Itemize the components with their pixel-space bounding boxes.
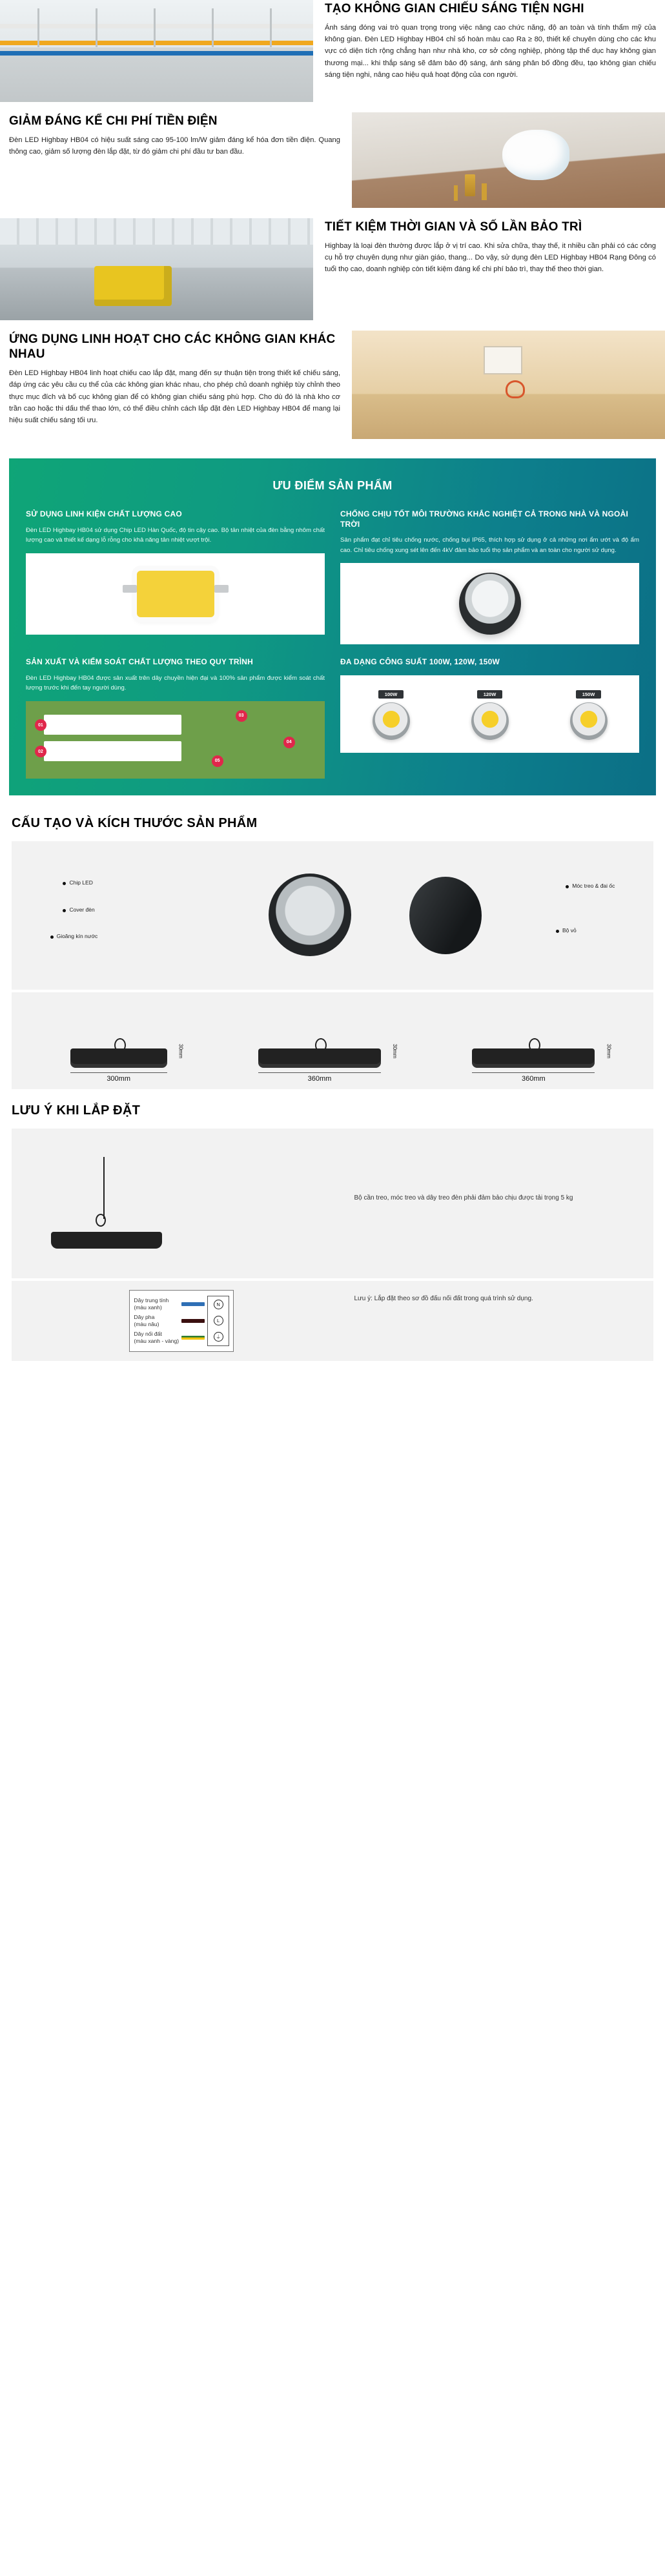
advantage-item-components (26, 509, 325, 644)
feature-section-cost (0, 112, 665, 208)
wiring-legend (129, 1290, 234, 1352)
lamp-disc-icon (373, 702, 410, 740)
wire-label-earth (134, 1329, 179, 1346)
dimension-height: 30mm (178, 1044, 184, 1059)
dimension-rule (258, 1072, 381, 1073)
hanging-ring-icon (96, 1214, 106, 1227)
qc-step-badge: 01 (35, 719, 46, 731)
qc-step-badge: 05 (212, 755, 223, 767)
factory-photo (0, 0, 313, 102)
feature-text-cost (0, 112, 352, 158)
chip-led-image (26, 553, 325, 635)
highbay-lamp-icon (459, 573, 521, 635)
feature-title: TIẾT KIỆM THỜI GIAN VÀ SỐ LẦN BẢO TRÌ (325, 220, 582, 234)
wire-swatch-neutral (181, 1302, 205, 1306)
wire-color-name: (màu xanh - vàng) (134, 1337, 179, 1344)
advantage-title: SẢN XUẤT VÀ KIỂM SOÁT CHẤT LƯỢNG THEO QUY TRÌNH (26, 657, 254, 666)
dimension-rule (70, 1072, 167, 1073)
hanging-diagram (18, 1139, 345, 1268)
feature-title: TẠO KHÔNG GIAN CHIẾU SÁNG TIỆN NGHI (325, 2, 584, 15)
structure-section-title: CẤU TẠO VÀ KÍCH THƯỚC SẢN PHẨM (12, 815, 258, 830)
wiring-row (18, 1290, 647, 1352)
qc-step-badge: 03 (236, 710, 247, 722)
advantages-row-1 (26, 509, 639, 644)
dimension-width: 360mm (307, 1074, 332, 1083)
wiring-legend-card (12, 1281, 653, 1361)
gymnasium-photo (352, 331, 665, 439)
dimension-height: 30mm (391, 1044, 398, 1059)
wire-name: Dây nối đất (134, 1330, 162, 1337)
callout-bo-vo: Bộ vỏ (562, 926, 577, 934)
feature-text-flexible (0, 331, 352, 426)
power-label: 120W (477, 690, 503, 699)
advantage-title: SỬ DỤNG LINH KIỆN CHẤT LƯỢNG CAO (26, 509, 182, 518)
led-chip-icon (137, 571, 214, 617)
lamp-disc-icon (570, 702, 608, 740)
advantage-body: Sản phẩm đạt chỉ tiêu chống nước, chống bụi IP65, thích hợp sử dụng ở cả những nơi ẩm ướt và độ ẩm cao. Chỉ tiêu chống xung sét lên đến 4kV đảm bảo tuổi thọ sản phẩm và an toàn cho người sử dụng. (340, 537, 639, 554)
installation-hanging-card (12, 1129, 653, 1278)
installation-note-wrap (354, 1139, 647, 1204)
advantage-body: Đèn LED Highbay HB04 được sản xuất trên dây chuyền hiện đại và 100% sản phẩm được kiểm soát chất lượng trước khi đến tay người dùng. (26, 674, 325, 692)
callout-moc-treo: Móc treo & đai ốc (572, 882, 615, 889)
dimension-item (70, 1044, 184, 1083)
feature-image-cost (352, 112, 665, 208)
lamp-front-view (269, 874, 351, 956)
feature-body: Đèn LED Highbay HB04 linh hoạt chiếu cao lắp đặt, mang đến sự thuận tiện trong thiết kế chiếu sáng, đáp ứng các yêu cầu cụ thể của các không gian khác nhau, cho phép chủ doanh nghiệp tùy chỉnh theo thực mục đích và bố cục không gian để có không gian chiếu sáng phù hợp. Cho dù đó là nhà kho cơ trần cao hoặc thi dấu thể thao lớn, có thể điều chỉnh cách lắp đặt đèn LED Highbay HB04 để mang lại hiệu suất chiếu sáng tối ưu. (9, 369, 340, 424)
power-option-100w (344, 688, 438, 740)
feature-section-maintenance (0, 218, 665, 320)
feature-body: Highbay là loại đèn thường được lắp ở vị trí cao. Khi sửa chữa, thay thế, it nhiều cần phải có các công cụ hỗ trợ chuyên dụng như giàn giáo, thang... Do vậy, sử dụng đèn LED Highbay HB04 Rạng Đông có tuổi thọ cao, doanh nghiệp còn tiết kiệm đáng kể chi phí bảo trì, thay thế theo thời gian. (325, 242, 656, 274)
qc-card (44, 741, 181, 761)
feature-image-comfort (0, 0, 313, 102)
lamp-side-silhouette (70, 1044, 184, 1068)
terminal-l: L (214, 1316, 223, 1325)
wiring-note: Lưu ý: Lắp đặt theo sơ đồ đấu nối đất trong quá trình sử dụng. (354, 1294, 533, 1302)
piggy-bank-photo (352, 112, 665, 208)
power-label: 150W (576, 690, 602, 699)
advantage-title: ĐA DẠNG CÔNG SUẤT 100W, 120W, 150W (340, 657, 500, 666)
hanging-rod (103, 1157, 105, 1219)
terminal-block (207, 1296, 229, 1346)
dimension-height: 30mm (606, 1044, 612, 1059)
qc-process-image (26, 701, 325, 779)
advantages-panel-wrapper (0, 453, 665, 802)
power-option-150w (542, 688, 635, 740)
power-options-image (340, 675, 639, 753)
wire-swatch-live (181, 1319, 205, 1323)
advantage-item-power (340, 657, 639, 779)
dimension-item (258, 1044, 398, 1083)
feature-text-comfort (313, 0, 665, 81)
feature-section-flexible (0, 331, 665, 439)
lamp-rear-view (409, 877, 482, 954)
dimension-width: 300mm (107, 1074, 130, 1083)
wiring-labels (134, 1296, 179, 1346)
qc-step-badge: 02 (35, 746, 46, 757)
lamp-side-silhouette (258, 1044, 398, 1068)
wire-label-neutral (134, 1296, 179, 1313)
feature-section-comfort (0, 0, 665, 102)
feature-body: Ánh sáng đóng vai trò quan trọng trong việc nâng cao chức năng, độ an toàn và tính thẩm mỹ của không gian. Đèn LED Highbay HB04 chỉ số hoàn màu cao Ra ≥ 80, thiết kế chuyên dùng cho các khu vực có diện tích rộng chẳng hạn như nhà kho, cơ sở công nghiệp, phòng tập thể dục hay không gian thương mại... khi thắp sáng sẽ đảm bảo độ sáng, ánh sáng phân bố đồng đều, tạo không gian chiếu sáng tiện nghi, nâng cao hiệu quả hoạt động của con người. (325, 24, 656, 79)
wire-swatches (179, 1296, 207, 1346)
advantages-row-2 (26, 657, 639, 779)
advantage-item-qc (26, 657, 325, 779)
terminal-n: N (214, 1300, 223, 1309)
callout-chip-led: Chip LED (69, 879, 93, 886)
advantage-body: Đèn LED Highbay HB04 sử dụng Chip LED Hàn Quốc, độ tin cậy cao. Bộ tản nhiệt của đèn bằng nhôm chất lượng cao và thiết kế dạng lỗ rỗng cho khả năng tản nhiệt vượt trội. (26, 527, 325, 544)
wire-label-live (134, 1313, 179, 1329)
feature-image-maintenance (0, 218, 313, 320)
installation-row (18, 1139, 647, 1268)
wiring-legend-wrap (18, 1290, 345, 1352)
lamp-disc-icon (471, 702, 509, 740)
advantages-panel (9, 458, 656, 795)
wire-color-name: (màu nâu) (134, 1320, 159, 1327)
wire-swatch-earth (181, 1336, 205, 1340)
dimension-rule (472, 1072, 595, 1073)
feature-body: Đèn LED Highbay HB04 có hiệu suất sáng cao 95-100 lm/W giảm đáng kể hóa đơn tiền điện. Quang thông cao, giảm số lượng đèn lắp đặt, từ đó giảm chi phí đầu tư ban đầu. (9, 136, 340, 156)
wire-name: Dây trung tính (134, 1296, 169, 1303)
feature-text-maintenance (313, 218, 665, 276)
qc-step-badge: 04 (283, 737, 295, 748)
product-structure-diagram (12, 841, 653, 990)
lamp-ip65-image (340, 563, 639, 644)
advantage-item-durability (340, 509, 639, 644)
wiring-note-wrap (354, 1290, 647, 1305)
dimension-item (472, 1044, 612, 1083)
qc-card (44, 715, 181, 735)
dimension-width: 360mm (521, 1074, 546, 1083)
power-label: 100W (378, 690, 404, 699)
terminal-earth: ⏚ (214, 1332, 223, 1342)
feature-title: GIẢM ĐÁNG KỂ CHI PHÍ TIỀN ĐIỆN (9, 114, 218, 128)
wire-name: Dây pha (134, 1313, 155, 1320)
advantage-title: CHỐNG CHỊU TỐT MÔI TRƯỜNG KHẮC NGHIỆT CẢ TRONG NHÀ VÀ NGOÀI TRỜI (340, 509, 628, 529)
power-option-120w (443, 688, 537, 740)
callout-gioang-kin-nuoc: Gioăng kín nước (56, 933, 98, 940)
callout-cover-den: Cover đèn (69, 906, 95, 913)
feature-image-flexible (352, 331, 665, 439)
installation-section-title: LƯU Ý KHI LẮP ĐẶT (12, 1103, 141, 1118)
wire-color-name: (màu xanh) (134, 1303, 162, 1311)
feature-title: ỨNG DỤNG LINH HOẠT CHO CÁC KHÔNG GIAN KHÁC NHAU (9, 332, 336, 362)
product-dimensions-diagram (12, 992, 653, 1089)
advantages-panel-title: ƯU ĐIỂM SẢN PHẨM (272, 479, 393, 492)
lamp-side-silhouette (472, 1044, 612, 1068)
lamp-body-silhouette (51, 1232, 162, 1249)
installation-load-note: Bộ cần treo, móc treo và dây treo đèn phải đảm bảo chịu được tải trọng 5 kg (354, 1194, 573, 1201)
warehouse-forklift-photo (0, 218, 313, 320)
